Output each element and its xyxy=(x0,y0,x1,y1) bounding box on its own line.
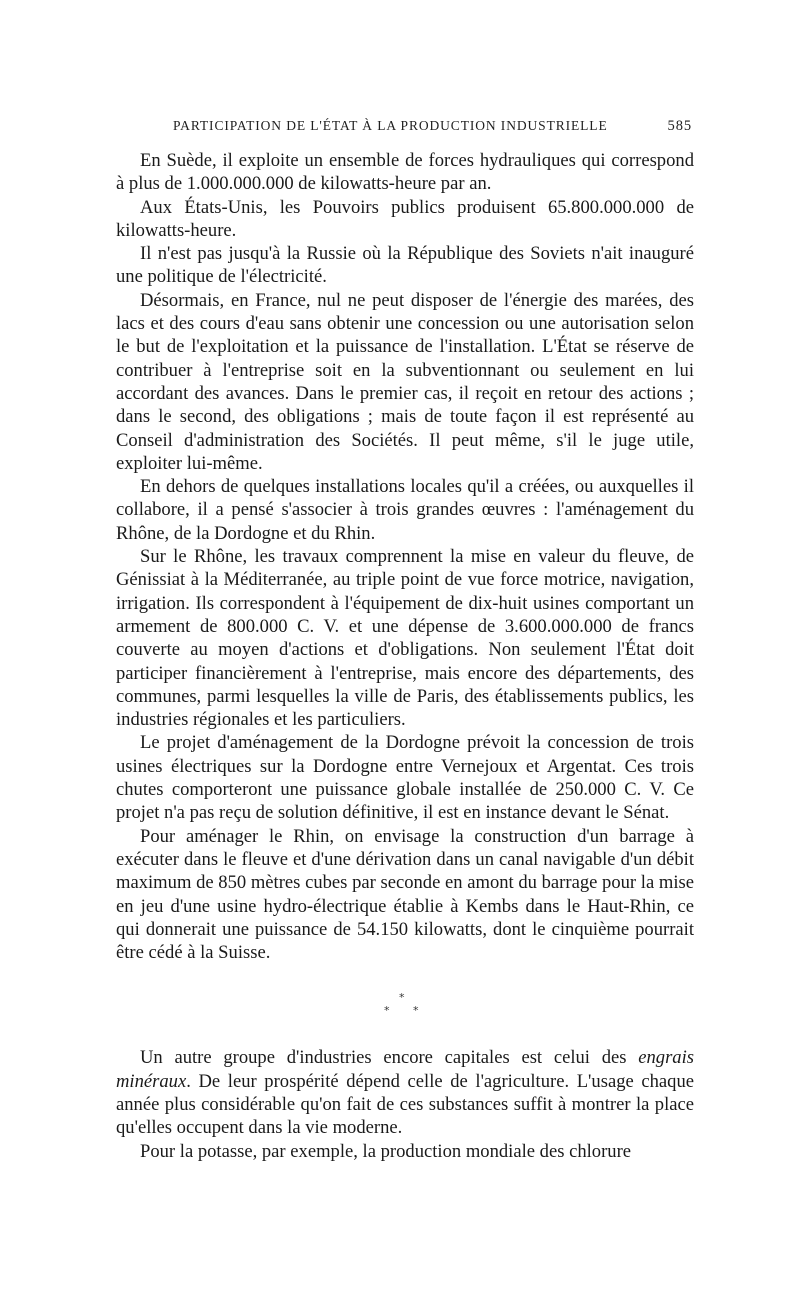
paragraph-potash: Pour la potasse, par exemple, la production mondiale des chlorure xyxy=(140,1140,632,1162)
asterism-star: * xyxy=(384,1004,390,1018)
paragraph-fertilizers xyxy=(116,1046,694,1139)
paragraph-sweden: En Suède, il exploite un ensemble de forces hydrauliques qui correspond à plus de 1.000.000.000 de kilowatts-heure par an. xyxy=(116,150,694,195)
paragraph-fertilizers-start: Un autre groupe d'industries encore capitales est celui des xyxy=(140,1047,639,1069)
paragraph-france: Désormais, en France, nul ne peut disposer de l'énergie des marées, des lacs et des cours d'eau sans obtenir une concession ou une autorisation selon le but de l'exploitation et la puissance de l'installation. L'État se réserve de contribuer à l'entreprise soit en la subventionnant ou seulement en lui accordant des avances. Dans le premier cas, il reçoit en retour des actions ; dans le second, des obligations ; mais de toute façon il est représenté au Conseil d'administration des Sociétés. Il peut même, s'il le juge utile, exploiter lui-même. xyxy=(116,289,694,474)
section-break-asterism xyxy=(116,964,694,1046)
paragraph-russia: Il n'est pas jusqu'à la Russie où la République des Soviets n'ait inauguré une politique de l'électricité. xyxy=(116,243,694,288)
running-title: PARTICIPATION DE L'ÉTAT À LA PRODUCTION INDUSTRIELLE xyxy=(173,118,608,133)
page-number: 585 xyxy=(667,118,692,134)
paragraph-rhone: Sur le Rhône, les travaux comprennent la mise en valeur du fleuve, de Génissiat à la Méditerranée, au triple point de vue force motrice, navigation, irrigation. Ils correspondent à l'équipement de dix-huit usines comportant un armement de 800.000 C. V. et une dépense de 3.600.000.000 de francs couverte au moyen d'actions et d'obligations. Non seulement l'État doit participer financièrement à l'entreprise, mais encore des départements, des communes, parmi lesquelles la ville de Paris, des établissements publics, les industries régionales et les particuliers. xyxy=(116,546,694,731)
asterism-star: * xyxy=(413,1004,419,1018)
paragraph-united-states: Aux États-Unis, les Pouvoirs publics produisent 65.800.000.000 de kilowatts-heure. xyxy=(116,196,694,241)
asterism-star: * xyxy=(399,991,405,1005)
paragraph-three-works: En dehors de quelques installations locales qu'il a créées, ou auxquelles il collabore, il a pensé s'associer à trois grandes œuvres : l'aménagement du Rhône, de la Dordogne et du Rhin. xyxy=(116,476,694,544)
paragraph-fertilizers-end: . De leur prospérité dépend celle de l'agriculture. L'usage chaque année plus considérable qu'on fait de ces substances suffit à montrer la place qu'elles occupent dans la vie moderne. xyxy=(116,1070,694,1139)
body-text xyxy=(116,149,694,1163)
paragraph-rhin: Pour aménager le Rhin, on envisage la construction d'un barrage à exécuter dans le fleuve et d'une dérivation dans un canal navigable d'un débit maximum de 850 mètres cubes par seconde en amont du barrage pour la mise en jeu d'une usine hydro-électrique établie à Kembs dans le Haut-Rhin, ce qui donnerait une puissance de 54.150 kilowatts, dont le cinquième pourrait être cédé à la Suisse. xyxy=(116,825,694,964)
paragraph-dordogne: Le projet d'aménagement de la Dordogne prévoit la concession de trois usines électriques sur la Dordogne entre Vernejoux et Argentat. Ces trois chutes comporteront une puissance globale installée de 250.000 C. V. Ce projet n'a pas reçu de solution définitive, il est en instance devant le Sénat. xyxy=(116,732,694,824)
emphasis-engrais-mineraux: engrais minéraux xyxy=(116,1047,694,1092)
running-header xyxy=(118,118,692,140)
